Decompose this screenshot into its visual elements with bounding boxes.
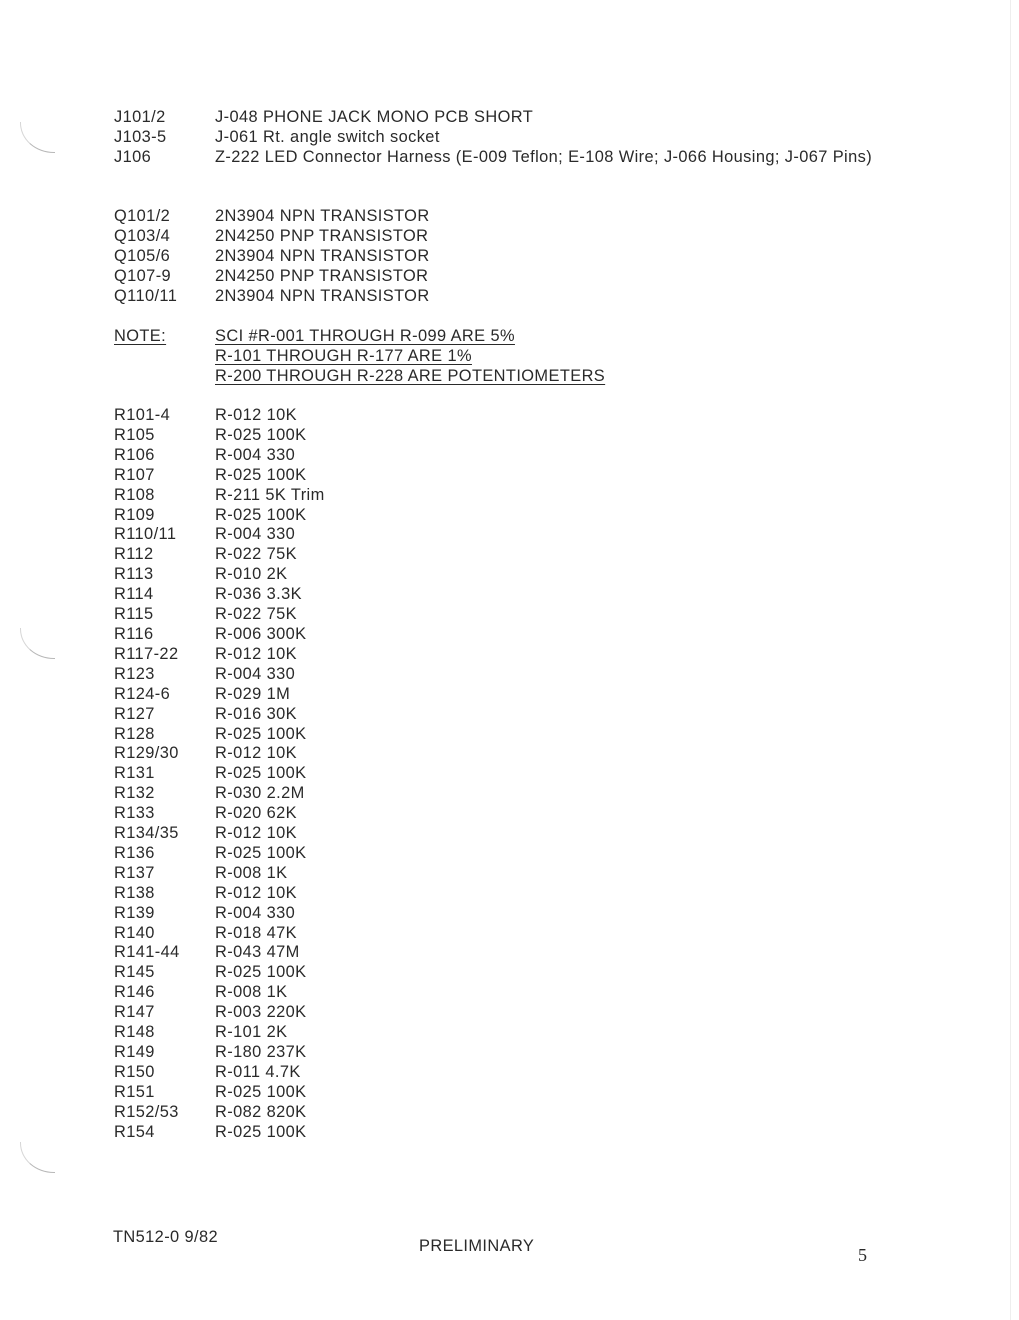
part-desc: R-025 100K	[215, 764, 307, 783]
part-ref: R133	[114, 804, 155, 823]
transistor-list	[114, 207, 430, 307]
table-row	[114, 525, 325, 545]
part-desc: R-030 2.2M	[215, 784, 305, 803]
part-desc: 2N3904 NPN TRANSISTOR	[215, 207, 430, 225]
table-row	[114, 625, 325, 645]
part-ref: R145	[114, 963, 155, 982]
part-desc: R-082 820K	[215, 1102, 307, 1121]
table-row	[114, 645, 325, 665]
part-desc: R-008 1K	[215, 863, 288, 882]
part-ref: R128	[114, 724, 155, 743]
table-row	[114, 148, 885, 168]
part-ref: R146	[114, 983, 155, 1002]
table-row	[114, 784, 325, 804]
table-row	[114, 665, 325, 685]
table-row	[114, 506, 325, 526]
part-ref: J101/2	[114, 108, 166, 126]
document-code: TN512-0 9/82	[113, 1228, 219, 1246]
part-ref: R138	[114, 883, 155, 902]
note-row	[114, 327, 605, 347]
table-row	[114, 1023, 325, 1043]
resistor-tolerance-note	[114, 327, 605, 387]
part-desc: 2N4250 PNP TRANSISTOR	[215, 226, 429, 245]
part-desc: R-101 2K	[215, 1023, 288, 1042]
table-row	[114, 705, 325, 725]
part-ref: R147	[114, 1003, 155, 1022]
part-ref: R131	[114, 764, 155, 783]
part-desc: J-061 Rt. angle switch socket	[215, 127, 440, 146]
part-desc: R-029 1M	[215, 684, 291, 703]
part-desc: R-025 100K	[215, 425, 307, 444]
part-ref: Q107-9	[114, 266, 172, 285]
part-desc: R-025 100K	[215, 963, 307, 982]
table-row	[114, 963, 325, 983]
part-desc: R-003 220K	[215, 1003, 307, 1022]
resistor-list	[114, 406, 325, 1143]
table-row	[114, 1063, 325, 1083]
document-status: PRELIMINARY	[419, 1237, 535, 1255]
table-row	[114, 1043, 325, 1063]
table-row	[114, 864, 325, 884]
page-edge	[1010, 0, 1011, 1320]
part-desc: R-036 3.3K	[215, 585, 302, 604]
table-row	[114, 585, 325, 605]
part-ref: R132	[114, 784, 155, 803]
table-row	[114, 247, 430, 267]
part-ref: R141-44	[114, 943, 180, 962]
table-row	[114, 924, 325, 944]
punch-hole-mark	[20, 628, 55, 659]
part-ref: R101-4	[114, 406, 171, 424]
part-desc: R-022 75K	[215, 545, 297, 564]
part-desc: R-011 4.7K	[215, 1062, 301, 1081]
part-desc: R-004 330	[215, 903, 296, 922]
part-desc: R-211 5K Trim	[215, 485, 325, 504]
part-ref: Q110/11	[114, 286, 178, 305]
part-ref: R129/30	[114, 744, 179, 763]
part-desc: R-004 330	[215, 525, 296, 544]
part-desc: R-018 47K	[215, 923, 297, 942]
part-ref: R151	[114, 1082, 155, 1101]
table-row	[114, 446, 325, 466]
part-ref: R134/35	[114, 824, 179, 843]
table-row	[114, 844, 325, 864]
part-ref: R127	[114, 704, 155, 723]
part-desc: R-012 10K	[215, 644, 297, 663]
table-row	[114, 804, 325, 824]
part-desc: R-025 100K	[215, 1082, 307, 1101]
part-ref: J103-5	[114, 127, 167, 146]
table-row	[114, 605, 325, 625]
table-row	[114, 1003, 325, 1023]
table-row	[114, 943, 325, 963]
part-ref: R124-6	[114, 684, 171, 703]
part-desc: R-025 100K	[215, 505, 307, 524]
table-row	[114, 1103, 325, 1123]
punch-hole-mark	[20, 122, 55, 153]
part-desc: R-012 10K	[215, 406, 297, 424]
table-row	[114, 406, 325, 426]
part-ref: R149	[114, 1043, 155, 1061]
table-row	[114, 267, 430, 287]
part-desc: Z-222 LED Connector Harness (E-009 Teflon; E-108 Wire; J-066 Housing; J-067 Pins)	[215, 147, 873, 166]
part-desc: R-008 1K	[215, 983, 288, 1002]
part-desc: R-006 300K	[215, 624, 307, 643]
part-desc: J-048 PHONE JACK MONO PCB SHORT	[215, 108, 534, 126]
part-ref: J106	[114, 147, 152, 166]
note-row	[114, 367, 605, 387]
table-row	[114, 227, 430, 247]
part-ref: Q105/6	[114, 246, 171, 265]
part-desc: R-016 30K	[215, 704, 297, 723]
part-desc: R-025 100K	[215, 724, 307, 743]
part-desc: 2N4250 PNP TRANSISTOR	[215, 266, 429, 285]
table-row	[114, 904, 325, 924]
table-row	[114, 486, 325, 506]
table-row	[114, 128, 885, 148]
part-ref: R107	[114, 465, 155, 484]
part-ref: R116	[114, 624, 154, 643]
part-ref: R137	[114, 863, 155, 882]
part-desc: R-012 10K	[215, 744, 297, 763]
table-row	[114, 884, 325, 904]
table-row	[114, 545, 325, 565]
part-ref: R113	[114, 565, 154, 584]
part-desc: R-020 62K	[215, 804, 297, 823]
table-row	[114, 287, 430, 307]
page-number: 5	[858, 1245, 868, 1265]
part-ref: R150	[114, 1062, 155, 1081]
table-row	[114, 1123, 325, 1143]
part-desc: R-025 100K	[215, 465, 307, 484]
part-ref: R152/53	[114, 1102, 179, 1121]
part-ref: R139	[114, 903, 155, 922]
part-ref: R117-22	[114, 644, 179, 663]
table-row	[114, 685, 325, 705]
part-desc: R-022 75K	[215, 605, 297, 624]
part-desc: R-025 100K	[215, 843, 307, 862]
punch-hole-mark	[20, 1142, 55, 1173]
part-ref: R106	[114, 445, 155, 464]
table-row	[114, 983, 325, 1003]
table-row	[114, 565, 325, 585]
part-desc: R-010 2K	[215, 565, 288, 584]
part-ref: R140	[114, 923, 155, 942]
part-ref: Q101/2	[114, 207, 171, 225]
table-row	[114, 824, 325, 844]
table-row	[114, 764, 325, 784]
part-desc: R-180 237K	[215, 1043, 307, 1061]
part-desc: R-004 330	[215, 664, 296, 683]
part-desc: 2N3904 NPN TRANSISTOR	[215, 286, 430, 305]
part-ref: R112	[114, 545, 154, 564]
table-row	[114, 1083, 325, 1103]
part-ref: R136	[114, 843, 155, 862]
note-line: R-101 THROUGH R-177 ARE 1%	[215, 346, 472, 365]
table-row	[114, 426, 325, 446]
part-ref: R148	[114, 1023, 155, 1042]
part-ref: R105	[114, 425, 155, 444]
part-ref: R109	[114, 505, 155, 524]
table-row	[114, 108, 885, 128]
part-ref: R108	[114, 485, 155, 504]
note-row	[114, 347, 605, 367]
connector-list	[114, 108, 885, 168]
part-desc: R-004 330	[215, 445, 296, 464]
part-ref: R114	[114, 585, 154, 604]
note-line: R-200 THROUGH R-228 ARE POTENTIOMETERS	[215, 366, 606, 385]
part-ref: Q103/4	[114, 226, 171, 245]
part-desc: 2N3904 NPN TRANSISTOR	[215, 246, 430, 265]
part-ref: R154	[114, 1122, 155, 1141]
table-row	[114, 744, 325, 764]
note-label: NOTE:	[114, 327, 167, 345]
part-ref: R123	[114, 664, 155, 683]
part-ref: R110/11	[114, 525, 177, 544]
part-desc: R-012 10K	[215, 883, 297, 902]
part-desc: R-012 10K	[215, 824, 297, 843]
note-line: SCI #R-001 THROUGH R-099 ARE 5%	[215, 327, 515, 345]
part-desc: R-043 47M	[215, 943, 300, 962]
table-row	[114, 207, 430, 227]
part-desc: R-025 100K	[215, 1122, 307, 1141]
table-row	[114, 725, 325, 745]
part-ref: R115	[114, 605, 154, 624]
table-row	[114, 466, 325, 486]
